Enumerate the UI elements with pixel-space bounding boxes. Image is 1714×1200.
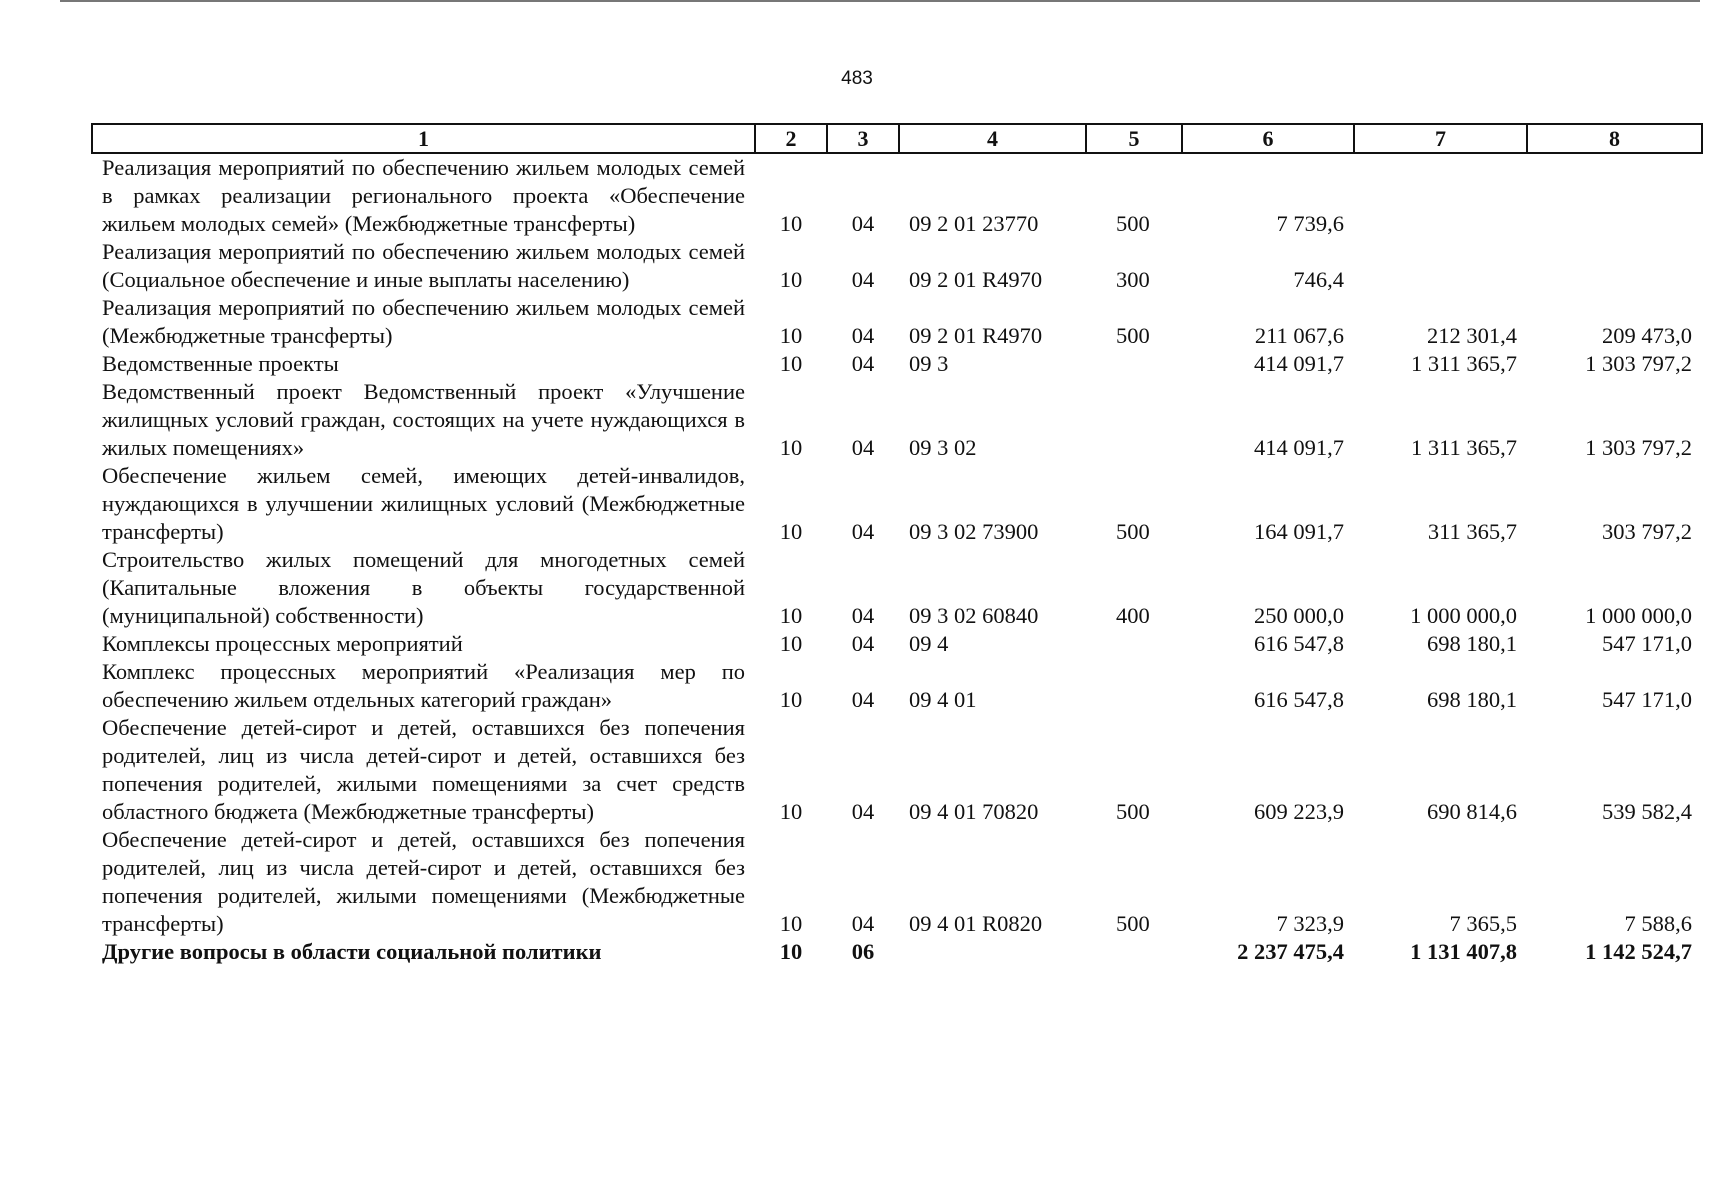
row-section: 10 xyxy=(779,939,803,964)
row-subsection: 04 xyxy=(851,687,875,712)
row-target-article: 09 2 01 R4970 xyxy=(909,323,1043,348)
row-value-col6: 414 091,7 xyxy=(1254,351,1344,376)
table-body xyxy=(92,153,1702,966)
row-target-article: 09 4 01 xyxy=(909,687,977,712)
row-value-col6: 616 547,8 xyxy=(1254,631,1344,656)
row-name: Реализация мероприятий по обеспечению жильем молодых семей в рамках реализации регионального проекта «Обеспечение жильем молодых семей» (Межбюджетные трансферты) xyxy=(102,155,745,236)
top-rule xyxy=(60,0,1700,2)
row-value-col7: 212 301,4 xyxy=(1427,323,1517,348)
row-value-col7: 1 000 000,0 xyxy=(1410,603,1517,628)
row-value-col6: 7 739,6 xyxy=(1276,211,1344,236)
row-name: Обеспечение детей-сирот и детей, оставшихся без попечения родителей, лиц из числа детей-сирот и детей, оставшихся без попечения родителей, жилыми помещениями (Межбюджетные трансферты) xyxy=(102,827,745,936)
row-value-col7: 1 131 407,8 xyxy=(1410,939,1517,964)
row-expense-type: 500 xyxy=(1116,519,1150,544)
row-value-col7: 7 365,5 xyxy=(1449,911,1517,936)
row-section: 10 xyxy=(779,687,803,712)
row-section: 10 xyxy=(779,631,803,656)
row-target-article: 09 3 02 60840 xyxy=(909,603,1039,628)
row-expense-type: 500 xyxy=(1116,911,1150,936)
row-expense-type xyxy=(1086,378,1182,462)
row-value-col6: 7 323,9 xyxy=(1276,911,1344,936)
row-value-col6: 609 223,9 xyxy=(1254,799,1344,824)
row-name: Комплексы процессных мероприятий xyxy=(102,631,463,656)
row-name: Реализация мероприятий по обеспечению жильем молодых семей (Межбюджетные трансферты) xyxy=(102,295,745,348)
row-subsection: 04 xyxy=(851,519,875,544)
row-section: 10 xyxy=(779,603,803,628)
row-subsection: 04 xyxy=(851,267,875,292)
row-subsection: 04 xyxy=(851,351,875,376)
table-row xyxy=(92,378,1702,462)
row-expense-type: 500 xyxy=(1116,323,1150,348)
row-section: 10 xyxy=(779,267,803,292)
row-name: Другие вопросы в области социальной политики xyxy=(102,939,602,964)
table-row xyxy=(92,714,1702,826)
table-row xyxy=(92,294,1702,350)
row-value-col7: 690 814,6 xyxy=(1427,799,1517,824)
row-value-col6: 250 000,0 xyxy=(1254,603,1344,628)
row-subsection: 04 xyxy=(851,603,875,628)
row-section: 10 xyxy=(779,519,803,544)
row-target-article: 09 3 02 xyxy=(909,435,977,460)
table-row xyxy=(92,153,1702,238)
table-row xyxy=(92,462,1702,546)
row-subsection: 04 xyxy=(851,323,875,348)
row-value-col6: 2 237 475,4 xyxy=(1237,939,1344,964)
row-value-col7: 698 180,1 xyxy=(1427,687,1517,712)
page-number: 483 xyxy=(841,68,873,89)
row-expense-type: 400 xyxy=(1116,603,1150,628)
row-name: Ведомственные проекты xyxy=(102,351,339,376)
table-row xyxy=(92,658,1702,714)
header-col-5: 5 xyxy=(1086,124,1182,153)
row-name: Ведомственный проект Ведомственный проект «Улучшение жилищных условий граждан, состоящих на учете нуждающихся в жилых помещениях» xyxy=(102,379,745,460)
row-section: 10 xyxy=(779,911,803,936)
row-target-article: 09 4 01 R0820 xyxy=(909,911,1043,936)
row-value-col6: 164 091,7 xyxy=(1254,519,1344,544)
row-subsection: 04 xyxy=(851,799,875,824)
table-row xyxy=(92,238,1702,294)
header-row xyxy=(92,124,1702,153)
row-expense-type xyxy=(1086,658,1182,714)
row-value-col8: 209 473,0 xyxy=(1602,323,1692,348)
row-subsection: 04 xyxy=(851,435,875,460)
row-expense-type xyxy=(1086,350,1182,378)
row-value-col8 xyxy=(1527,153,1702,238)
row-subsection: 04 xyxy=(851,631,875,656)
row-value-col8: 1 303 797,2 xyxy=(1585,351,1692,376)
table-row xyxy=(92,938,1702,966)
row-value-col8: 1 000 000,0 xyxy=(1585,603,1692,628)
row-section: 10 xyxy=(779,351,803,376)
table-row xyxy=(92,826,1702,938)
row-subsection: 06 xyxy=(851,939,875,964)
row-value-col8: 303 797,2 xyxy=(1602,519,1692,544)
table-row xyxy=(92,630,1702,658)
row-value-col6: 211 067,6 xyxy=(1254,323,1344,348)
row-section: 10 xyxy=(779,323,803,348)
row-value-col7 xyxy=(1354,153,1527,238)
row-name: Комплекс процессных мероприятий «Реализация мер по обеспечению жильем отдельных категорий граждан» xyxy=(102,659,745,712)
row-value-col7: 311 365,7 xyxy=(1427,519,1517,544)
row-expense-type: 500 xyxy=(1116,799,1150,824)
header-col-4: 4 xyxy=(899,124,1086,153)
table-header xyxy=(92,124,1702,153)
row-expense-type xyxy=(1086,630,1182,658)
row-value-col7 xyxy=(1354,238,1527,294)
row-name: Обеспечение детей-сирот и детей, оставшихся без попечения родителей, лиц из числа детей-сирот и детей, оставшихся без попечения родителей, жилыми помещениями за счет средств областного бюджета (Межбюджетные трансферты) xyxy=(102,715,745,824)
row-target-article: 09 4 xyxy=(909,631,949,656)
row-value-col7: 1 311 365,7 xyxy=(1410,351,1517,376)
row-expense-type: 500 xyxy=(1116,211,1150,236)
row-value-col6: 414 091,7 xyxy=(1254,435,1344,460)
row-value-col6: 616 547,8 xyxy=(1254,687,1344,712)
table-row xyxy=(92,546,1702,630)
row-value-col8: 539 582,4 xyxy=(1602,799,1692,824)
row-value-col8: 547 171,0 xyxy=(1602,687,1692,712)
row-value-col8: 7 588,6 xyxy=(1624,911,1692,936)
row-expense-type xyxy=(1086,938,1182,966)
row-value-col8 xyxy=(1527,238,1702,294)
header-col-3: 3 xyxy=(827,124,899,153)
row-section: 10 xyxy=(779,799,803,824)
table-row xyxy=(92,350,1702,378)
row-subsection: 04 xyxy=(851,211,875,236)
row-value-col8: 1 142 524,7 xyxy=(1585,939,1692,964)
header-col-2: 2 xyxy=(755,124,827,153)
row-value-col8: 547 171,0 xyxy=(1602,631,1692,656)
header-col-6: 6 xyxy=(1182,124,1354,153)
row-target-article: 09 2 01 23770 xyxy=(909,211,1039,236)
row-name: Реализация мероприятий по обеспечению жильем молодых семей (Социальное обеспечение и иные выплаты населению) xyxy=(102,239,745,292)
row-section: 10 xyxy=(779,435,803,460)
header-col-8: 8 xyxy=(1527,124,1702,153)
row-target-article: 09 3 xyxy=(909,351,949,376)
row-value-col7: 1 311 365,7 xyxy=(1410,435,1517,460)
row-target-article: 09 3 02 73900 xyxy=(909,519,1039,544)
row-target-article: 09 4 01 70820 xyxy=(909,799,1039,824)
row-value-col8: 1 303 797,2 xyxy=(1585,435,1692,460)
row-value-col6: 746,4 xyxy=(1293,267,1344,292)
row-subsection: 04 xyxy=(851,911,875,936)
header-col-1: 1 xyxy=(92,124,755,153)
row-expense-type: 300 xyxy=(1116,267,1150,292)
row-value-col7: 698 180,1 xyxy=(1427,631,1517,656)
header-col-7: 7 xyxy=(1354,124,1527,153)
row-name: Строительство жилых помещений для многодетных семей (Капитальные вложения в объекты государственной (муниципальной) собственности) xyxy=(102,547,745,628)
row-section: 10 xyxy=(779,211,803,236)
row-target-article: 09 2 01 R4970 xyxy=(909,267,1043,292)
budget-table xyxy=(91,123,1703,966)
row-target-article xyxy=(899,938,1086,966)
row-name: Обеспечение жильем семей, имеющих детей-инвалидов, нуждающихся в улучшении жилищных условий (Межбюджетные трансферты) xyxy=(102,463,745,544)
